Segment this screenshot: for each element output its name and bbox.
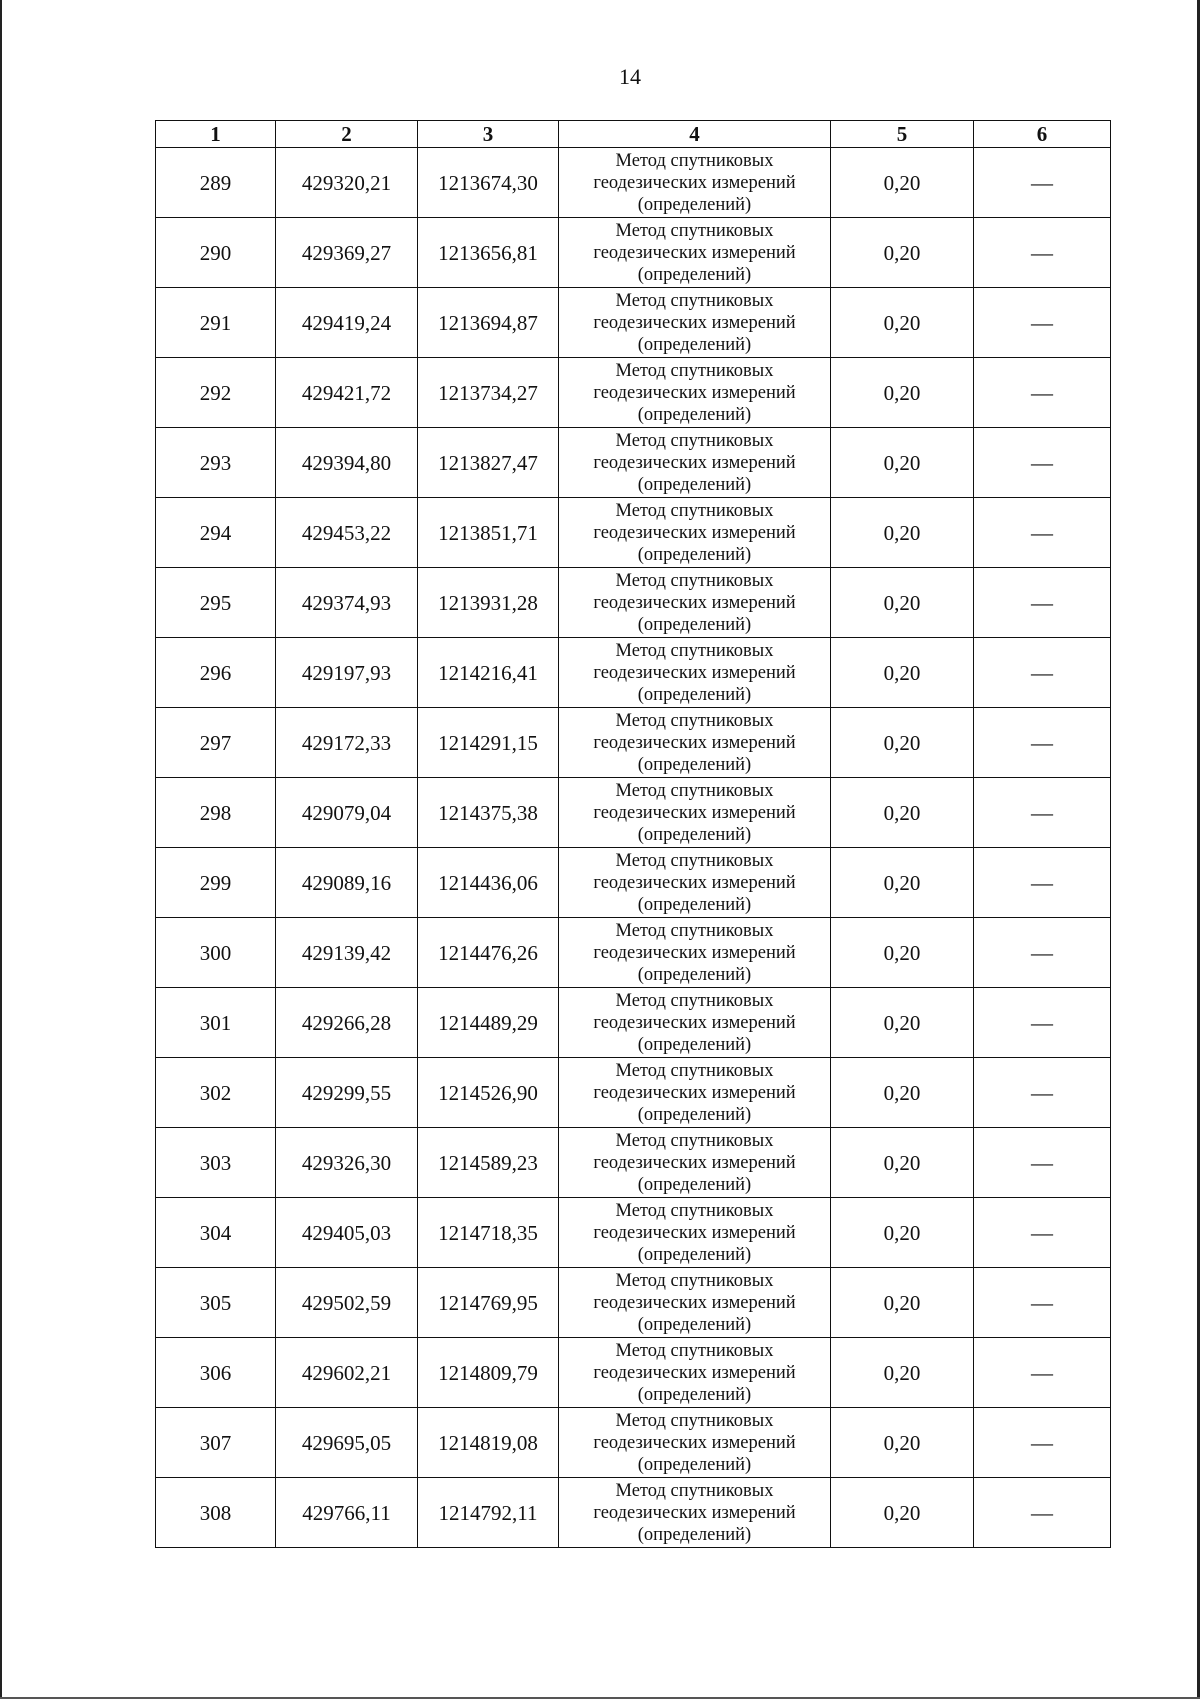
method-text-line3: (определений) [637, 1174, 752, 1195]
y-coordinate-cell: 1213931,28 [418, 568, 559, 638]
method-text-line1: Метод спутниковых [615, 920, 774, 941]
method-text-line2: геодезических измерений [593, 172, 796, 193]
x-coordinate-cell: 429419,24 [276, 288, 418, 358]
table-row [156, 358, 1111, 428]
x-coordinate-cell: 429326,30 [276, 1128, 418, 1198]
method-text-line2: геодезических измерений [593, 592, 796, 613]
precision-cell: 0,20 [831, 988, 974, 1058]
y-coordinate-cell: 1214436,06 [418, 848, 559, 918]
point-number-cell: 301 [156, 988, 276, 1058]
note-cell: — [974, 1128, 1111, 1198]
precision-cell: 0,20 [831, 1198, 974, 1268]
method-text-line3: (определений) [637, 1244, 752, 1265]
y-coordinate-cell: 1214819,08 [418, 1408, 559, 1478]
method-cell [559, 1268, 831, 1338]
method-text-line3: (определений) [637, 824, 752, 845]
point-number-cell: 296 [156, 638, 276, 708]
method-text-line3: (определений) [637, 264, 752, 285]
point-number-cell: 306 [156, 1338, 276, 1408]
point-number-cell: 300 [156, 918, 276, 988]
note-cell: — [974, 708, 1111, 778]
y-coordinate-cell: 1214769,95 [418, 1268, 559, 1338]
table-row [156, 988, 1111, 1058]
method-cell [559, 1058, 831, 1128]
table-row [156, 1198, 1111, 1268]
precision-cell: 0,20 [831, 1338, 974, 1408]
note-cell: — [974, 148, 1111, 218]
point-number-cell: 307 [156, 1408, 276, 1478]
table-row [156, 848, 1111, 918]
note-cell: — [974, 498, 1111, 568]
note-cell: — [974, 428, 1111, 498]
method-cell [559, 918, 831, 988]
precision-cell: 0,20 [831, 498, 974, 568]
y-coordinate-cell: 1214792,11 [418, 1478, 559, 1548]
method-cell [559, 1408, 831, 1478]
method-text-line3: (определений) [637, 1384, 752, 1405]
table-row [156, 918, 1111, 988]
x-coordinate-cell: 429502,59 [276, 1268, 418, 1338]
method-text-line3: (определений) [637, 544, 752, 565]
method-text-line1: Метод спутниковых [615, 1060, 774, 1081]
method-text-line2: геодезических измерений [593, 732, 796, 753]
point-number-cell: 289 [156, 148, 276, 218]
method-text-line2: геодезических измерений [593, 1152, 796, 1173]
method-text-line3: (определений) [637, 964, 752, 985]
y-coordinate-cell: 1214526,90 [418, 1058, 559, 1128]
method-cell [559, 498, 831, 568]
method-text-line2: геодезических измерений [593, 802, 796, 823]
table-row [156, 568, 1111, 638]
method-text-line3: (определений) [637, 894, 752, 915]
note-cell: — [974, 1198, 1111, 1268]
method-text-line3: (определений) [637, 754, 752, 775]
table-row [156, 218, 1111, 288]
precision-cell: 0,20 [831, 148, 974, 218]
point-number-cell: 304 [156, 1198, 276, 1268]
note-cell: — [974, 988, 1111, 1058]
method-text-line1: Метод спутниковых [615, 990, 774, 1011]
method-text-line2: геодезических измерений [593, 1082, 796, 1103]
method-text-line2: геодезических измерений [593, 312, 796, 333]
method-cell [559, 1128, 831, 1198]
table-row [156, 708, 1111, 778]
method-text-line3: (определений) [637, 1524, 752, 1545]
note-cell: — [974, 1058, 1111, 1128]
x-coordinate-cell: 429374,93 [276, 568, 418, 638]
method-cell [559, 148, 831, 218]
table-row [156, 428, 1111, 498]
note-cell: — [974, 358, 1111, 428]
precision-cell: 0,20 [831, 358, 974, 428]
precision-cell: 0,20 [831, 848, 974, 918]
point-number-cell: 293 [156, 428, 276, 498]
note-cell: — [974, 288, 1111, 358]
y-coordinate-cell: 1213734,27 [418, 358, 559, 428]
point-number-cell: 298 [156, 778, 276, 848]
page-number: 14 [619, 64, 641, 89]
method-text-line1: Метод спутниковых [615, 220, 774, 241]
method-text-line1: Метод спутниковых [615, 710, 774, 731]
table-row [156, 148, 1111, 218]
method-text-line1: Метод спутниковых [615, 430, 774, 451]
x-coordinate-cell: 429602,21 [276, 1338, 418, 1408]
note-cell: — [974, 918, 1111, 988]
method-text-line3: (определений) [637, 334, 752, 355]
header-col-1: 1 [156, 121, 276, 148]
table-row [156, 778, 1111, 848]
method-cell [559, 568, 831, 638]
header-col-3: 3 [418, 121, 559, 148]
note-cell: — [974, 218, 1111, 288]
method-text-line3: (определений) [637, 404, 752, 425]
x-coordinate-cell: 429139,42 [276, 918, 418, 988]
precision-cell: 0,20 [831, 568, 974, 638]
y-coordinate-cell: 1214589,23 [418, 1128, 559, 1198]
point-number-cell: 290 [156, 218, 276, 288]
method-text-line3: (определений) [637, 194, 752, 215]
precision-cell: 0,20 [831, 708, 974, 778]
method-text-line1: Метод спутниковых [615, 1340, 774, 1361]
note-cell: — [974, 568, 1111, 638]
table-body [156, 148, 1111, 1548]
method-text-line1: Метод спутниковых [615, 360, 774, 381]
y-coordinate-cell: 1213694,87 [418, 288, 559, 358]
method-cell [559, 778, 831, 848]
y-coordinate-cell: 1213656,81 [418, 218, 559, 288]
table-row [156, 638, 1111, 708]
method-text-line1: Метод спутниковых [615, 640, 774, 661]
point-number-cell: 292 [156, 358, 276, 428]
precision-cell: 0,20 [831, 428, 974, 498]
method-text-line3: (определений) [637, 614, 752, 635]
method-text-line3: (определений) [637, 474, 752, 495]
x-coordinate-cell: 429421,72 [276, 358, 418, 428]
x-coordinate-cell: 429695,05 [276, 1408, 418, 1478]
point-number-cell: 302 [156, 1058, 276, 1128]
y-coordinate-cell: 1214809,79 [418, 1338, 559, 1408]
x-coordinate-cell: 429089,16 [276, 848, 418, 918]
method-cell [559, 288, 831, 358]
point-number-cell: 299 [156, 848, 276, 918]
x-coordinate-cell: 429172,33 [276, 708, 418, 778]
x-coordinate-cell: 429369,27 [276, 218, 418, 288]
y-coordinate-cell: 1213851,71 [418, 498, 559, 568]
method-text-line3: (определений) [637, 684, 752, 705]
note-cell: — [974, 1268, 1111, 1338]
method-text-line1: Метод спутниковых [615, 500, 774, 521]
table-row [156, 1058, 1111, 1128]
header-row [156, 121, 1111, 148]
method-text-line2: геодезических измерений [593, 242, 796, 263]
x-coordinate-cell: 429405,03 [276, 1198, 418, 1268]
precision-cell: 0,20 [831, 218, 974, 288]
precision-cell: 0,20 [831, 778, 974, 848]
x-coordinate-cell: 429197,93 [276, 638, 418, 708]
scan-edge-left [0, 0, 2, 1699]
precision-cell: 0,20 [831, 1058, 974, 1128]
method-text-line1: Метод спутниковых [615, 850, 774, 871]
method-text-line1: Метод спутниковых [615, 1270, 774, 1291]
coordinates-table [155, 120, 1111, 1548]
header-col-2: 2 [276, 121, 418, 148]
x-coordinate-cell: 429299,55 [276, 1058, 418, 1128]
method-text-line1: Метод спутниковых [615, 1480, 774, 1501]
x-coordinate-cell: 429394,80 [276, 428, 418, 498]
table-row [156, 1128, 1111, 1198]
method-text-line1: Метод спутниковых [615, 290, 774, 311]
method-text-line2: геодезических измерений [593, 522, 796, 543]
method-text-line2: геодезических измерений [593, 1292, 796, 1313]
precision-cell: 0,20 [831, 1128, 974, 1198]
x-coordinate-cell: 429453,22 [276, 498, 418, 568]
note-cell: — [974, 1408, 1111, 1478]
method-text-line1: Метод спутниковых [615, 570, 774, 591]
method-text-line2: геодезических измерений [593, 382, 796, 403]
y-coordinate-cell: 1214476,26 [418, 918, 559, 988]
point-number-cell: 297 [156, 708, 276, 778]
method-text-line2: геодезических измерений [593, 662, 796, 683]
method-cell [559, 988, 831, 1058]
point-number-cell: 291 [156, 288, 276, 358]
note-cell: — [974, 848, 1111, 918]
method-cell [559, 358, 831, 428]
method-cell [559, 1478, 831, 1548]
method-text-line1: Метод спутниковых [615, 1200, 774, 1221]
precision-cell: 0,20 [831, 288, 974, 358]
note-cell: — [974, 1478, 1111, 1548]
x-coordinate-cell: 429079,04 [276, 778, 418, 848]
table-row [156, 1268, 1111, 1338]
y-coordinate-cell: 1214375,38 [418, 778, 559, 848]
method-text-line3: (определений) [637, 1314, 752, 1335]
y-coordinate-cell: 1213674,30 [418, 148, 559, 218]
method-text-line2: геодезических измерений [593, 1222, 796, 1243]
x-coordinate-cell: 429320,21 [276, 148, 418, 218]
method-text-line3: (определений) [637, 1454, 752, 1475]
point-number-cell: 295 [156, 568, 276, 638]
method-text-line2: геодезических измерений [593, 872, 796, 893]
method-text-line2: геодезических измерений [593, 1362, 796, 1383]
header-col-6: 6 [974, 121, 1111, 148]
method-cell [559, 1198, 831, 1268]
method-cell [559, 1338, 831, 1408]
method-text-line1: Метод спутниковых [615, 1130, 774, 1151]
method-text-line1: Метод спутниковых [615, 780, 774, 801]
table-row [156, 1408, 1111, 1478]
x-coordinate-cell: 429266,28 [276, 988, 418, 1058]
y-coordinate-cell: 1214291,15 [418, 708, 559, 778]
header-col-4: 4 [559, 121, 831, 148]
method-text-line1: Метод спутниковых [615, 1410, 774, 1431]
precision-cell: 0,20 [831, 1478, 974, 1548]
point-number-cell: 305 [156, 1268, 276, 1338]
x-coordinate-cell: 429766,11 [276, 1478, 418, 1548]
method-text-line2: геодезических измерений [593, 942, 796, 963]
y-coordinate-cell: 1214489,29 [418, 988, 559, 1058]
y-coordinate-cell: 1214216,41 [418, 638, 559, 708]
method-text-line3: (определений) [637, 1104, 752, 1125]
method-text-line2: геодезических измерений [593, 452, 796, 473]
method-text-line1: Метод спутниковых [615, 150, 774, 171]
table-row [156, 1478, 1111, 1548]
precision-cell: 0,20 [831, 1268, 974, 1338]
header-col-5: 5 [831, 121, 974, 148]
method-cell [559, 218, 831, 288]
method-text-line2: геодезических измерений [593, 1012, 796, 1033]
method-text-line3: (определений) [637, 1034, 752, 1055]
method-text-line2: геодезических измерений [593, 1502, 796, 1523]
point-number-cell: 294 [156, 498, 276, 568]
method-cell [559, 708, 831, 778]
method-text-line2: геодезических измерений [593, 1432, 796, 1453]
table-header [156, 121, 1111, 148]
table-row [156, 498, 1111, 568]
method-cell [559, 638, 831, 708]
precision-cell: 0,20 [831, 638, 974, 708]
table-row [156, 1338, 1111, 1408]
note-cell: — [974, 1338, 1111, 1408]
method-cell [559, 428, 831, 498]
point-number-cell: 303 [156, 1128, 276, 1198]
precision-cell: 0,20 [831, 1408, 974, 1478]
y-coordinate-cell: 1214718,35 [418, 1198, 559, 1268]
point-number-cell: 308 [156, 1478, 276, 1548]
precision-cell: 0,20 [831, 918, 974, 988]
note-cell: — [974, 778, 1111, 848]
y-coordinate-cell: 1213827,47 [418, 428, 559, 498]
method-cell [559, 848, 831, 918]
note-cell: — [974, 638, 1111, 708]
table-row [156, 288, 1111, 358]
